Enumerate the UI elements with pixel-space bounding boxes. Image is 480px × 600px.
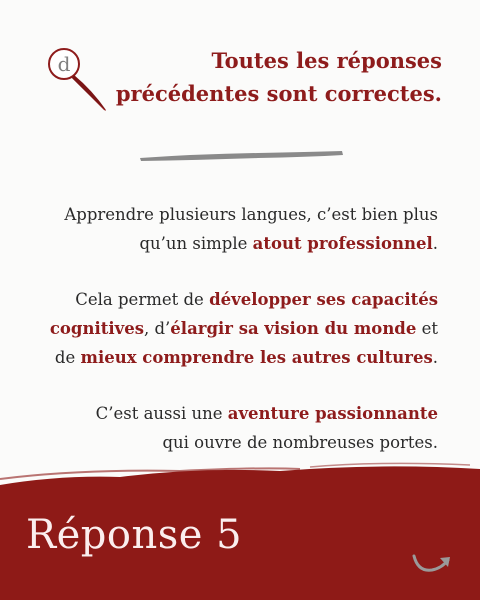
p3-highlight: aventure passionnante: [227, 404, 438, 423]
paragraph-1: [38, 200, 438, 258]
p2-text-i: .: [432, 348, 438, 367]
page-title: [112, 44, 442, 110]
title-line-1: Toutes les réponses: [211, 48, 442, 73]
brush-divider: [138, 148, 344, 164]
body-text: [38, 200, 438, 484]
answer-label: Réponse 5: [26, 512, 243, 558]
p2-text-f: et: [416, 319, 438, 338]
p2-highlight-1b: cognitives: [49, 319, 144, 338]
p2-text-d: , d’: [144, 319, 171, 338]
title-line-2: précédentes sont correctes.: [115, 81, 442, 106]
p1-text-a: Apprendre plusieurs langues, c’est bien plus: [64, 205, 438, 224]
p3-text-a: C’est aussi une: [95, 404, 228, 423]
p2-highlight-2: élargir sa vision du monde: [170, 319, 417, 338]
magnifier-icon: [44, 44, 116, 116]
p2-text-a: Cela permet de: [75, 290, 210, 309]
p1-text-d: .: [432, 234, 438, 253]
logo-letter: d: [57, 52, 71, 76]
paragraph-3: [38, 399, 438, 457]
p2-highlight-1: développer ses capacités: [209, 290, 438, 309]
p2-highlight-3: mieux comprendre les autres cultures: [80, 348, 433, 367]
paragraph-2: [38, 285, 438, 372]
curved-arrow-icon[interactable]: [410, 548, 456, 578]
p1-text-b: qu’un simple: [139, 234, 253, 253]
p2-text-g: de: [54, 348, 81, 367]
p1-highlight: atout professionnel: [252, 234, 433, 253]
p3-text-c: qui ouvre de nombreuses portes.: [162, 433, 438, 452]
